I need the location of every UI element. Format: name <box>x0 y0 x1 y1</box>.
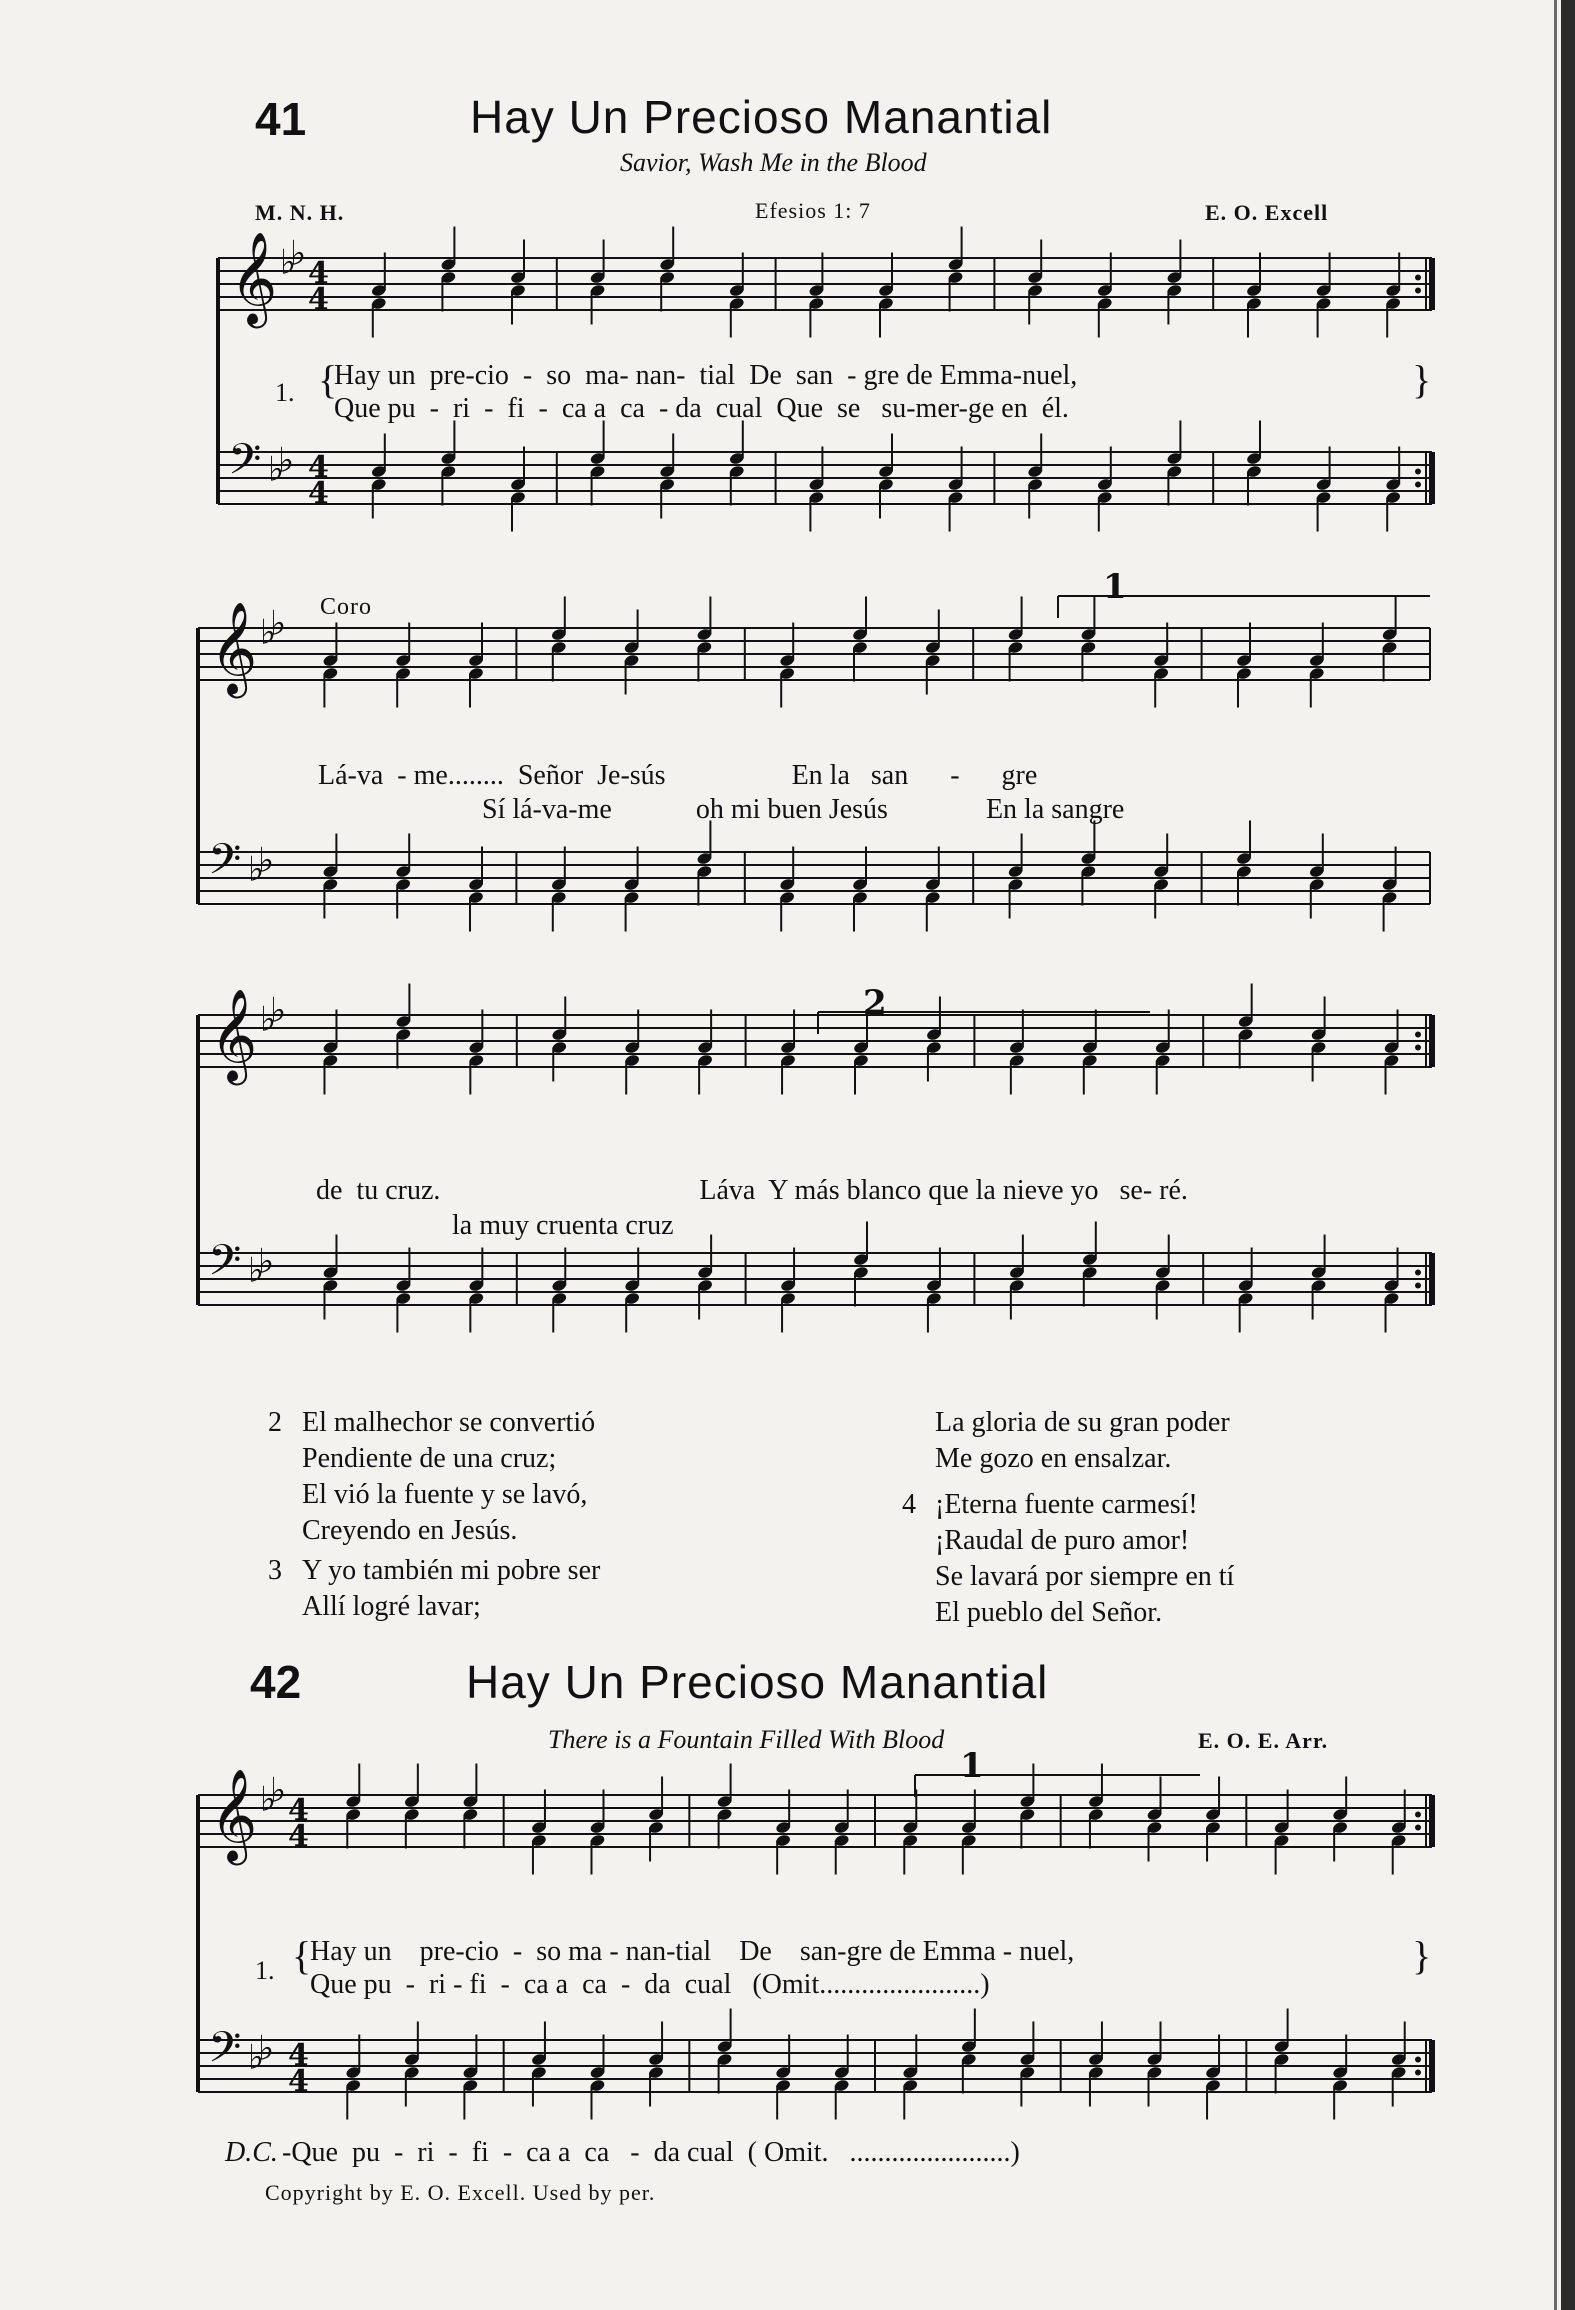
flat-sign: ♭ <box>290 233 307 274</box>
repeat-dot <box>1415 275 1421 281</box>
verse-line: Allí logré lavar; <box>302 1591 481 1622</box>
volta-number: 1 <box>960 1746 984 1786</box>
hymn-41-composer: E. O. Excell <box>1205 200 1329 225</box>
flat-sign: ♭ <box>248 1250 265 1291</box>
dc-label: D.C. <box>225 2137 278 2168</box>
verse-line: Se lavará por siempre en tí <box>935 1561 1235 1592</box>
flat-sign: ♭ <box>270 603 287 644</box>
chorus-label: Coro <box>320 594 372 620</box>
repeat-dot <box>1415 469 1421 475</box>
brace-right: } <box>1412 1933 1432 1978</box>
repeat-dot <box>1415 1812 1421 1818</box>
verse-4 <box>935 1487 1234 1631</box>
hymn-41-title: Hay Un Precioso Manantial <box>470 91 1053 143</box>
flat-sign: ♭ <box>248 2037 265 2078</box>
copyright: Copyright by E. O. Excell. Used by per. <box>265 2180 656 2205</box>
flat-sign: ♭ <box>278 440 295 481</box>
treble-clef: 𝄞 <box>210 987 258 1081</box>
volta-number: 2 <box>863 983 887 1023</box>
hymn-41-subtitle: Savior, Wash Me in the Blood <box>620 148 927 177</box>
flat-sign: ♭ <box>260 999 277 1040</box>
hymn-42-verse-number: 1. <box>255 1956 275 1985</box>
verse-line: El malhechor se convertió <box>302 1407 596 1438</box>
time-signature: 4 <box>288 1793 309 1828</box>
verse-line: El vió la fuente y se lavó, <box>302 1479 588 1510</box>
repeat-dot <box>1415 1825 1421 1831</box>
hymn-42-subtitle: There is a Fountain Filled With Blood <box>548 1725 945 1754</box>
verse-line: ¡Raudal de puro amor! <box>935 1525 1190 1556</box>
hymn-42-composer: E. O. E. Arr. <box>1198 1728 1329 1753</box>
brace-right: } <box>1412 357 1432 402</box>
verse-line: Pendiente de una cruz; <box>302 1443 557 1474</box>
time-signature: 4 <box>308 450 329 485</box>
verse-3-number: 3 <box>268 1555 282 1586</box>
verse-line: ¡Eterna fuente carmesí! <box>935 1489 1198 1520</box>
hymn-41-verse-number: 1. <box>275 378 295 407</box>
flat-sign: ♭ <box>258 840 275 881</box>
repeat-dot <box>1415 1283 1421 1289</box>
repeat-dot <box>1415 1045 1421 1051</box>
bass-clef: 𝄢 <box>208 834 242 895</box>
treble-clef: 𝄞 <box>210 1767 258 1861</box>
bass-clef: 𝄢 <box>208 2022 242 2083</box>
repeat-dot <box>1415 2057 1421 2063</box>
flat-sign: ♭ <box>248 849 265 890</box>
treble-clef: 𝄞 <box>210 600 258 694</box>
flat-sign: ♭ <box>258 2028 275 2069</box>
treble-clef: 𝄞 <box>230 230 278 324</box>
chorus-lyrics-line-2: Sí lá-va-me oh mi buen Jesús En la sangre <box>482 794 1125 825</box>
chorus-lyrics-line-1: Lá-va - me........ Señor Je-sús En la san - gre <box>318 760 1038 791</box>
bass-clef: 𝄢 <box>228 434 262 495</box>
hymn-41-scripture: Efesios 1: 7 <box>755 198 871 223</box>
flat-sign: ♭ <box>280 242 297 283</box>
flat-sign: ♭ <box>270 1770 287 1811</box>
bass-clef: 𝄢 <box>208 1235 242 1296</box>
hymn-42-number: 42 <box>250 1656 302 1708</box>
brace-left: { <box>318 357 338 402</box>
flat-sign: ♭ <box>260 1779 277 1820</box>
verse-2-number: 2 <box>268 1407 282 1438</box>
verse-3 <box>302 1553 600 1625</box>
verse-line: La gloria de su gran poder <box>935 1407 1230 1438</box>
brace-left: { <box>292 1933 312 1978</box>
time-signature: 4 <box>308 256 329 291</box>
hymn-41-author: M. N. H. <box>255 200 345 225</box>
chorus-lyrics-line-4: la muy cruenta cruz <box>452 1210 674 1241</box>
verse-line: Creyendo en Jesús. <box>302 1515 518 1546</box>
repeat-dot <box>1415 482 1421 488</box>
hymn-41-number: 41 <box>255 93 307 145</box>
verse-line: El pueblo del Señor. <box>935 1597 1163 1628</box>
time-signature: 4 <box>308 282 329 317</box>
repeat-dot <box>1415 288 1421 294</box>
flat-sign: ♭ <box>258 1241 275 1282</box>
verse-4-number: 4 <box>902 1489 916 1520</box>
repeat-dot <box>1415 1270 1421 1276</box>
verse-line: Y yo también mi pobre ser <box>302 1555 601 1586</box>
verse-2-continued <box>935 1405 1230 1477</box>
hymn-41-lyrics-line-2: Que pu - ri - fi - ca a ca - da cual Que se su-mer-ge en él. <box>334 393 1069 424</box>
flat-sign: ♭ <box>270 990 287 1031</box>
hymn-42-lyrics-line-2: Que pu - ri - fi - ca a ca - da cual (Omit.......................) <box>310 1969 990 2000</box>
time-signature: 4 <box>288 2064 309 2099</box>
volta-number: 1 <box>1103 567 1127 607</box>
time-signature: 4 <box>308 476 329 511</box>
hymn-42-title: Hay Un Precioso Manantial <box>466 1656 1049 1708</box>
flat-sign: ♭ <box>268 449 285 490</box>
flat-sign: ♭ <box>260 612 277 653</box>
time-signature: 4 <box>288 2038 309 2073</box>
dc-lyrics: -Que pu - ri - fi - ca a ca - da cual ( Omit. .......................) <box>282 2137 1020 2168</box>
verse-line: Me gozo en ensalzar. <box>935 1443 1172 1474</box>
repeat-dot <box>1415 1032 1421 1038</box>
chorus-lyrics-line-3: de tu cruz. Láva Y más blanco que la nieve yo se- ré. <box>316 1175 1188 1206</box>
time-signature: 4 <box>288 1819 309 1854</box>
repeat-dot <box>1415 2070 1421 2076</box>
verse-2 <box>302 1405 595 1549</box>
hymn-42-lyrics-line-1: Hay un pre-cio - so ma - nan-tial De san-gre de Emma - nuel, <box>310 1936 1075 1967</box>
hymn-41-lyrics-line-1: Hay un pre-cio - so ma- nan- tial De san - gre de Emma-nuel, <box>334 360 1078 391</box>
